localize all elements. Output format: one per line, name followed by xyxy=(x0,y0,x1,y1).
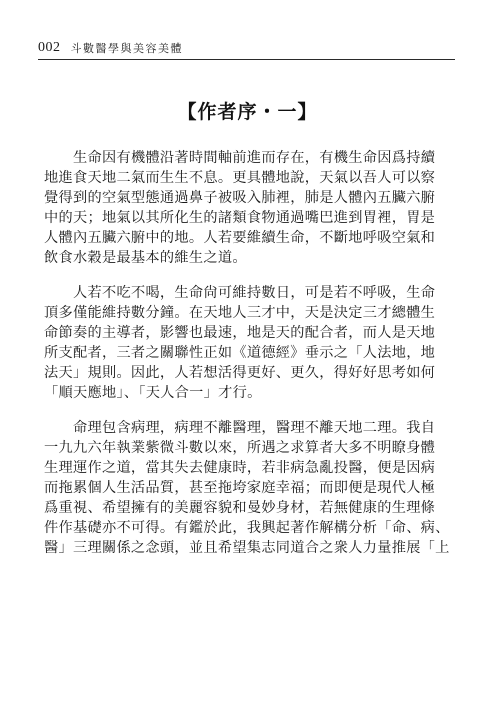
text-line: 而拖累個人生活品質，甚至拖垮家庭幸福；而即便是現代人極 xyxy=(44,480,436,496)
page-number: 002 xyxy=(38,40,61,55)
section-title: 【作者序・一】 xyxy=(177,101,318,123)
paragraph xyxy=(44,148,470,268)
text-line: 地進食天地二氣而生生不息。更具體地說，天氣以吾人可以察 xyxy=(44,170,436,186)
text-line: 頂多僅能維持數分鐘。在天地人三才中，天是決定三才總體生 xyxy=(44,305,436,321)
text-line: 命理包含病理，病理不離醫理，醫理不離天地二理。我自 xyxy=(73,420,436,436)
paragraph xyxy=(44,418,470,558)
text-line: 法天」規則。因此，人若想活得更好、更久，得好好思考如何 xyxy=(44,365,436,381)
text-line: 生命因有機體沿著時間軸前進而存在，有機生命因爲持續 xyxy=(73,150,436,166)
text-line: 件作基礎亦不可得。有鑑於此，我興起著作解構分析「命、病、 xyxy=(44,520,450,536)
running-head-title: 斗數醫學與美容美體 xyxy=(70,42,183,55)
text-line: 覺得到的空氣型態通過鼻子被吸入肺裡，肺是人體內五臟六腑 xyxy=(44,190,436,206)
text-line: 飲食水穀是最基本的維生之道。 xyxy=(44,250,247,266)
text-line: 人體內五臟六腑中的地。人若要維續生命，不斷地呼吸空氣和 xyxy=(44,230,436,246)
paragraph xyxy=(44,283,470,403)
text-line: 醫」三理關係之念頭，並且希望集志同道合之衆人力量推展「上 xyxy=(44,540,450,556)
text-line: 命節奏的主導者，影響也最速，地是天的配合者，而人是天地 xyxy=(44,325,436,341)
text-line: 一九九六年執業紫微斗數以來，所遇之求算者大多不明瞭身體 xyxy=(44,440,436,456)
text-line: 中的天；地氣以其所化生的諸類食物通過嘴巴進到胃裡，胃是 xyxy=(44,210,436,226)
text-line: 生理運作之道，當其失去健康時，若非病急亂投醫，便是因病 xyxy=(44,460,436,476)
text-line: 「順天應地」、「天人合一」才行。 xyxy=(44,385,262,401)
text-line: 人若不吃不喝，生命尙可維持數日，可是若不呼吸，生命 xyxy=(73,285,436,301)
body-text xyxy=(44,148,470,573)
text-line: 所支配者，三者之關聯性正如《道德經》垂示之「人法地，地 xyxy=(44,345,436,361)
text-line: 爲重視、希望擁有的美麗容貌和曼妙身材，若無健康的生理條 xyxy=(44,500,436,516)
running-header xyxy=(38,34,455,60)
